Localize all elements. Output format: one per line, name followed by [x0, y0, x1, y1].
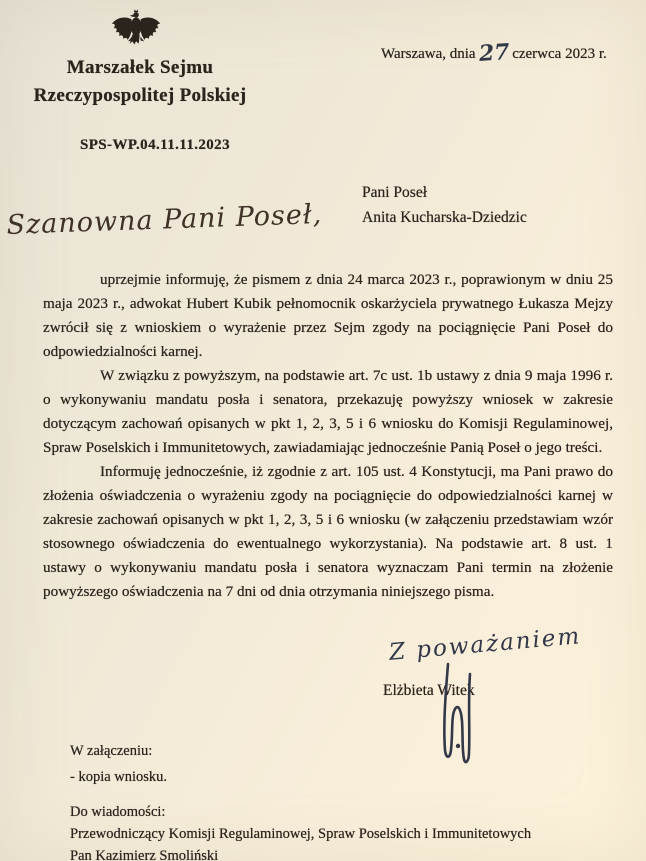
- eagle-emblem-icon: [110, 2, 164, 52]
- addressee-title: Pani Poseł: [362, 184, 428, 201]
- body-paragraph-1: uprzejmie informuję, że pismem z dnia 24 marca 2023 r., poprawionym w dniu 25 maja 2023 r., adwokat Hubert Kubik pełnomocnik oskarżyciela prywatnego Łukasza Mejzy zwrócił się z wnioskiem o wyrażenie przez Sejm zgody na pociągnięcie Pani Poseł do odpowiedzialności karnej.: [43, 271, 613, 360]
- dateline-date: czerwca 2023 r.: [512, 46, 607, 62]
- signer-name: Elżbieta Witek: [383, 682, 475, 699]
- cc-block: [70, 801, 531, 861]
- reference-number: SPS-WP.04.11.11.2023: [80, 137, 230, 153]
- handwritten-day: 27: [477, 38, 511, 68]
- handwritten-valediction: Z poważaniem: [388, 623, 583, 666]
- addressee-name: Anita Kucharska-Dziedzic: [362, 209, 527, 226]
- cc-heading: Do wiadomości:: [70, 804, 166, 820]
- handwritten-greeting: Szanowna Pani Poseł,: [6, 198, 323, 241]
- body-paragraph-2: W związku z powyższym, na podstawie art. 7c ust. 1b ustawy z dnia 9 maja 1996 r. o wykonywaniu mandatu posła i senatora, przekazuję powyższy wniosek w zakresie dotyczącym zachowań opisanych w pkt 1, 2, 3, 5 i 6 wniosku do Komisji Regulaminowej, Spraw Poselskich i Immunitetowych, zawiadamiając jednocześnie Panią Poseł o jego treści.: [43, 367, 613, 456]
- addressee-block: [362, 180, 527, 230]
- letterhead-title-line1: Marszałek Sejmu: [66, 57, 214, 78]
- signature-icon: [424, 660, 484, 782]
- enclosure-item: - kopia wniosku.: [70, 769, 168, 785]
- enclosure-block: [70, 738, 167, 790]
- letter-body: [43, 268, 613, 604]
- dateline-place: Warszawa, dnia: [381, 46, 476, 62]
- dateline: [381, 38, 607, 68]
- cc-recipient-name: Pan Kazimierz Smoliński: [70, 848, 219, 861]
- cc-recipient-title: Przewodniczący Komisji Regulaminowej, Spraw Poselskich i Immunitetowych: [70, 826, 532, 842]
- enclosure-heading: W załączeniu:: [70, 743, 153, 759]
- body-paragraph-3: Informuję jednocześnie, iż zgodnie z art. 105 ust. 4 Konstytucji, ma Pani prawo do złożenia oświadczenia o wyrażeniu zgody na pociągnięcie do odpowiedzialności karnej w zakresie zachowań opisanych w pkt 1, 2, 3, 5 i 6 wniosku (w załączeniu przedstawiam wzór stosownego oświadczenia do ewentualnego wykorzystania). Na podstawie art. 8 ust. 1 ustawy o wykonywaniu mandatu posła i senatora wyznaczam Pani termin na złożenie powyższego oświadczenia na 7 dni od dnia otrzymania niniejszego pisma.: [43, 463, 613, 600]
- letterhead-title-line2: Rzeczypospolitej Polskiej: [33, 85, 247, 106]
